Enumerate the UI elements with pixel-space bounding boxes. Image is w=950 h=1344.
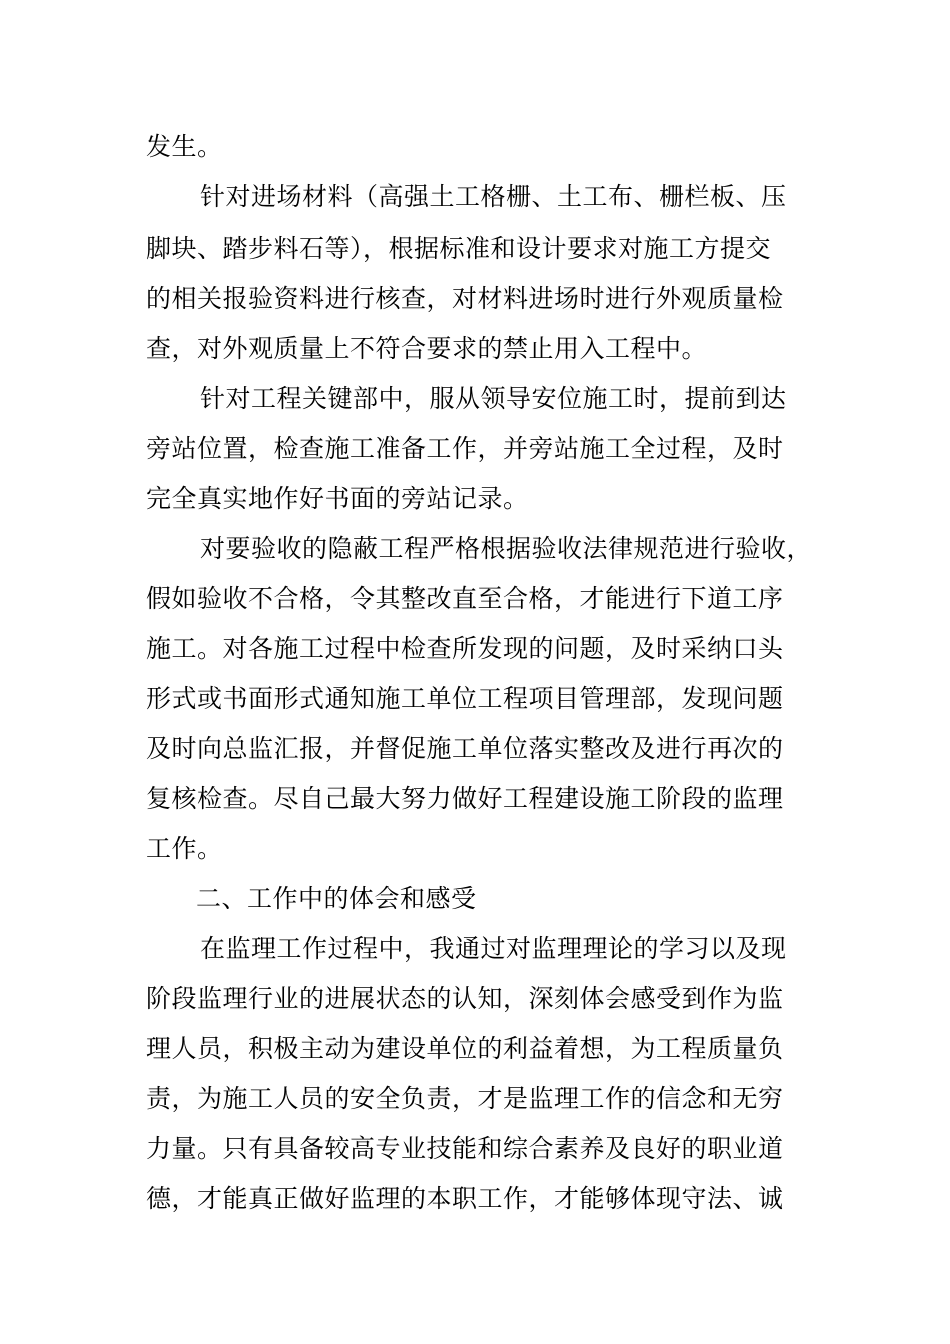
paragraph-line: 德，才能真正做好监理的本职工作，才能够体现守法、诚 — [146, 1184, 784, 1213]
paragraph-line: 脚块、踏步料石等），根据标准和设计要求对施工方提交 — [146, 234, 772, 263]
paragraph-line: 复核检查。尽自己最大努力做好工程建设施工阶段的监理 — [146, 784, 784, 813]
paragraph-line: 力量。只有具备较高专业技能和综合素养及良好的职业道 — [146, 1134, 784, 1163]
paragraph-line: 的相关报验资料进行核查，对材料进场时进行外观质量检 — [146, 284, 784, 313]
section-heading: 二、工作中的体会和感受 — [196, 884, 477, 913]
paragraph-line: 针对进场材料（高强土工格栅、土工布、栅栏板、压 — [200, 182, 787, 211]
paragraph-line: 形式或书面形式通知施工单位工程项目管理部，发现问题 — [146, 684, 784, 713]
paragraph-line: 工作。 — [146, 834, 223, 863]
paragraph-line: 旁站位置，检查施工准备工作，并旁站施工全过程，及时 — [146, 434, 784, 463]
paragraph-line: 及时向总监汇报，并督促施工单位落实整改及进行再次的 — [146, 734, 784, 763]
paragraph-line: 施工。对各施工过程中检查所发现的问题，及时采纳口头 — [146, 634, 784, 663]
paragraph-line: 针对工程关键部中，服从领导安位施工时，提前到达 — [200, 384, 787, 413]
paragraph-line: 假如验收不合格，令其整改直至合格，才能进行下道工序 — [146, 584, 784, 613]
paragraph-line: 发生。 — [146, 132, 223, 161]
paragraph-line: 责，为施工人员的安全负责，才是监理工作的信念和无穷 — [146, 1084, 784, 1113]
paragraph-line: 阶段监理行业的进展状态的认知，深刻体会感受到作为监 — [146, 984, 784, 1013]
paragraph-line: 查，对外观质量上不符合要求的禁止用入工程中。 — [146, 334, 708, 363]
paragraph-line: 理人员，积极主动为建设单位的利益着想，为工程质量负 — [146, 1034, 784, 1063]
paragraph-line: 对要验收的隐蔽工程严格根据验收法律规范进行验收， — [200, 534, 813, 563]
paragraph-line: 完全真实地作好书面的旁站记录。 — [146, 484, 529, 513]
paragraph-line: 在监理工作过程中，我通过对监理理论的学习以及现 — [200, 934, 787, 963]
